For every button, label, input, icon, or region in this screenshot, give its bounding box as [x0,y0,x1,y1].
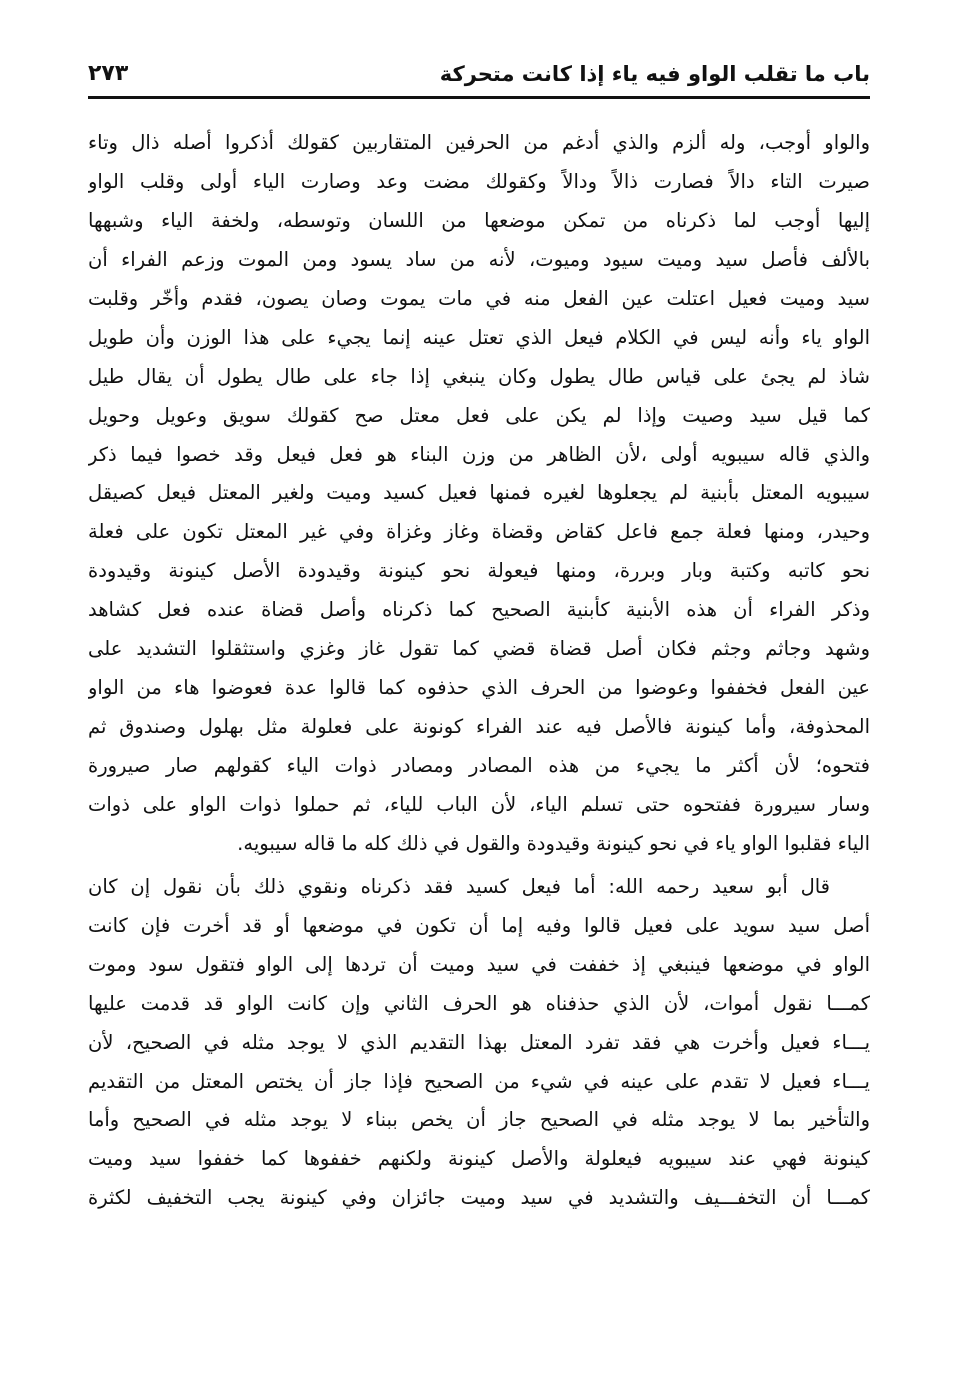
text-line: وذكر الفراء أن هذه الأبنية كأبنية الصحيح كما ذكرناه وأصل قضاة عنده فعل كشاهد [88,598,870,622]
text-line: وسار سيرورة ففتحوه حتى تسلم الياء، لأن الباب للياء، ثم حملوا ذوات الواو على ذوات [88,792,870,816]
text-line: المحذوفة، وأما كينونة فالأصل فيه عند الفراء كونونة على فعلولة مثل بهلول وصندوق ثم [88,715,870,739]
page-number: ٢٧٣ [88,61,129,86]
text-line: وشهد وجاثم وجثم فكان أصل قضاة قضي كما تقول غاز وغزي واستثقلوا التشديد على [88,637,870,661]
paragraph-1 [88,124,870,864]
page-header [88,50,870,94]
text-line: يـــاء فعيل وأخرت هي فقد تفرد المعتل بهذا التقديم الذي لا يوجد مثله في الصحيح، لأن [88,1030,870,1054]
text-line: صيرت التاء دالاً فصارت ذالاً ودالاً وكقولك مضت وعد وصارت الياء أولى وقلب الواو [88,169,870,193]
text-line: سيبويه المعتل بأبنية لم يجعلوها لغيره فمنها فعيل كسيد وميت ولغير المعتل فيعل كصيقل [88,481,870,505]
text-line: إليها أوجب لما ذكرناه من تمكن موضعها من اللسان وتوسطه، ولخفة الياء وشبهها [88,208,870,232]
text-line: الواو في موضعها فينبغي إذ خففت في سيد وميت أن تردها إلى الواو فتقول سود وموت [88,952,870,976]
text-line: أصل سيد سويد على فعيل قالوا وفيه إما أن تكون في موضعها أو قد أخرت فإن كانت [88,913,870,937]
paragraph-2 [88,868,870,1218]
text-line: الواو ياء وأنه ليس في الكلام فيعل الذي تعتل عينه إنما يجيء على هذا الوزن وأن طويل [88,325,870,349]
text-line: شاذ لم يجئ على قياس طال يطول وكان ينبغي إذا جاء على طال يطول أن يقال طيل [88,364,870,388]
text-line: كينونة فهي عند سيبويه فيعلولة والأصل كينونة ولكنهم خففوها كما خففوا سيد وميت [88,1147,870,1171]
text-line: فتحوه؛ لأن أكثر ما يجيء من هذه المصادر ومصادر ذوات الياء كقولهم صار صيرورة [88,754,870,777]
text-line: بالألف فأصل سيد وميت سيود وميوت، لأنه من ساد يسود ومن الموت وزعم الفراء أن [88,247,870,271]
text-line: والواو أوجب، وله ألزم والذي أدغم من الحرفين المتقاربين كقولك أذكروا أصله ذال وتاء [88,131,870,154]
text-line: والذي قاله سيبويه أولى ،لأن الظاهر من وزن البناء هو فعل فيعل وقد خصوا فيما ذكر [88,442,870,466]
header-rule [88,96,870,99]
text-line: نحو كاتبه وكتبة وبار وبررة، ومنها فيعولة نحو كينونة وقيدودة الأصل كينونة وقيدودة [88,559,870,583]
text-line: يـــاء فعيل لا تقدم على عينه في شيء من الصحيح فإذا جاز أن يختص المعتل من التقديم [88,1069,870,1093]
text-line: والتأخير بما لا يوجد مثله في الصحيح جاز أن يخص ببناء لا يوجد مثله في الصحيح وأما [88,1108,870,1132]
text-line: سيد وميت فعيل اعتلت عين الفعل منه في مات يموت وصان يصون، فقدم وأخّر وقلبت [88,286,870,310]
running-title: باب ما تقلب الواو فيه ياء إذا كانت متحركة [439,62,870,86]
text-line: كمـــا أن التخفـــيف والتشديد في سيد وميت جائزان وفي كينونة يجب التخفيف لكثرة [88,1186,870,1210]
text-line: عين الفعل فخففوا وعوضوا من الحرف الذي حذفوه كما قالوا عدة فعوضوا هاء من الواو [88,676,870,700]
text-line: كمـــا نقول أموات، لأن الذي حذفناه هو الحرف الثاني وإن كانت الواو قد قدمت عليها [88,991,870,1015]
text-line: قال أبو سعيد رحمه الله: أما فيعل كسيد فقد ذكرناه ونقوي ذلك بأن نقول إن كان [88,874,830,898]
body-text [88,124,870,1218]
text-line: كما قيل سيد وصيت وإذا لم يكن على فعل معتل صح كقولك سويق وعويل وحويل [88,403,870,427]
text-line: وحيدر، ومنها فعلة جمع فاعل كقاض وقضاة وغاز وغزاة وفي غير المعتل تكون على فعلة [88,520,870,544]
text-line: الياء فقلبوا الواو ياء في نحو كينونة وقيدودة والقول في ذلك كله ما قاله سيبويه. [237,831,870,855]
